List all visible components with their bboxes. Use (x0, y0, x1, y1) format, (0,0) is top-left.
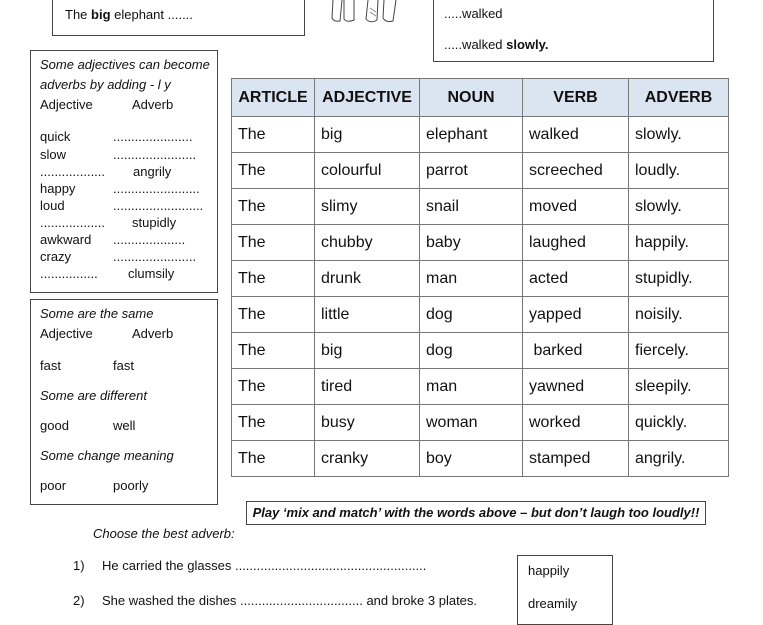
mix-and-match-note: Play ‘mix and match’ with the words above – but don’t laugh too loudly!! (246, 501, 706, 525)
table-row (232, 333, 729, 369)
cell-adverb: angrily. (629, 441, 729, 477)
word-bank-item: happily (528, 563, 570, 578)
cell-adjective: tired (315, 369, 420, 405)
exercise-item-text: She washed the dishes .................................. and broke 3 plates. (102, 593, 478, 608)
table-row (232, 441, 729, 477)
same-adverb: fast (113, 358, 134, 373)
word-bank-box (517, 555, 613, 625)
cell-article: The (232, 333, 315, 369)
word-bank-item: dreamily (528, 596, 578, 611)
cell-adjective: little (315, 297, 420, 333)
exercise-item-text: He carried the glasses ..................................................... (102, 558, 427, 573)
cell-noun: parrot (420, 153, 523, 189)
same-heading: Some are the same (40, 306, 154, 321)
change-adjective: poor (40, 478, 67, 493)
table-row (232, 189, 729, 225)
cell-adverb: quickly. (629, 405, 729, 441)
irregular-col-adverb: Adverb (132, 326, 174, 341)
cell-noun: woman (420, 405, 523, 441)
cell-noun: snail (420, 189, 523, 225)
ly-adjective: loud (40, 198, 65, 213)
progression-line-2 (444, 37, 549, 52)
cell-adjective: cranky (315, 441, 420, 477)
change-heading: Some change meaning (40, 448, 174, 463)
cell-adverb: slowly. (629, 117, 729, 153)
table-row (232, 225, 729, 261)
ly-col-adverb: Adverb (132, 97, 174, 112)
ly-adverb: clumsily (128, 266, 175, 281)
cell-adverb: slowly. (629, 189, 729, 225)
example-suffix: elephant ....... (110, 7, 193, 22)
cell-adverb: loudly. (629, 153, 729, 189)
cell-adjective: drunk (315, 261, 420, 297)
ly-adjective: .................. (40, 164, 106, 179)
ly-col-adjective: Adjective (40, 97, 93, 112)
header-adverb: ADVERB (629, 79, 729, 117)
different-adjective: good (40, 418, 69, 433)
cell-verb: laughed (523, 225, 629, 261)
ly-adjective: happy (40, 181, 76, 196)
cell-article: The (232, 117, 315, 153)
ly-adjective: slow (40, 147, 67, 162)
header-verb: VERB (523, 79, 629, 117)
cell-article: The (232, 261, 315, 297)
cell-verb: moved (523, 189, 629, 225)
header-adjective: ADJECTIVE (315, 79, 420, 117)
cell-noun: boy (420, 441, 523, 477)
cell-verb: walked (523, 117, 629, 153)
ly-adverb: ...................... (113, 129, 193, 144)
same-adjective: fast (40, 358, 61, 373)
cell-adjective: chubby (315, 225, 420, 261)
ly-intro-line-1: Some adjectives can become (40, 57, 210, 72)
cell-article: The (232, 441, 315, 477)
cell-noun: dog (420, 297, 523, 333)
cell-adjective: colourful (315, 153, 420, 189)
cell-noun: baby (420, 225, 523, 261)
cell-noun: dog (420, 333, 523, 369)
different-heading: Some are different (40, 388, 147, 403)
ly-adjective: crazy (40, 249, 72, 264)
irregular-col-adjective: Adjective (40, 326, 93, 341)
cell-adjective: busy (315, 405, 420, 441)
cell-adverb: stupidly. (629, 261, 729, 297)
example-sentence-box (52, 0, 305, 36)
header-article: ARTICLE (232, 79, 315, 117)
example-prefix: The (65, 7, 92, 22)
cell-article: The (232, 405, 315, 441)
table-header-row (232, 79, 729, 117)
change-adverb: poorly (113, 478, 149, 493)
cell-article: The (232, 189, 315, 225)
table-row (232, 297, 729, 333)
cell-verb: screeched (523, 153, 629, 189)
ly-adjective: .................. (40, 215, 106, 230)
exercise-item-number: 2) (73, 593, 85, 608)
example-progression-box (433, 0, 714, 62)
cell-article: The (232, 225, 315, 261)
cell-adverb: sleepily. (629, 369, 729, 405)
table-row (232, 261, 729, 297)
progression-line-1: .....walked (444, 6, 503, 21)
cell-noun: man (420, 261, 523, 297)
cell-adverb: noisily. (629, 297, 729, 333)
table-row (232, 117, 729, 153)
ly-adjective: awkward (40, 232, 92, 247)
cell-article: The (232, 153, 315, 189)
table-row (232, 405, 729, 441)
table-row (232, 153, 729, 189)
header-noun: NOUN (420, 79, 523, 117)
progression-line-2-adverb: slowly. (506, 37, 549, 52)
cell-verb: yawned (523, 369, 629, 405)
exercise-item-number: 1) (73, 558, 85, 573)
example-adjective: big (91, 7, 111, 22)
cell-verb: barked (523, 333, 629, 369)
irregular-adverbs-box (30, 299, 218, 505)
example-sentence (65, 7, 193, 22)
ly-intro-line-2: adverbs by adding - l y (40, 77, 171, 92)
cell-adjective: big (315, 117, 420, 153)
ly-adverb: ........................ (113, 181, 200, 196)
cell-verb: acted (523, 261, 629, 297)
word-table (231, 78, 729, 477)
ly-adverb: ....................... (113, 249, 197, 264)
cell-adverb: fiercely. (629, 333, 729, 369)
progression-line-2-prefix: .....walked (444, 37, 507, 52)
cell-adjective: big (315, 333, 420, 369)
elephant-illustration-icon (330, 0, 420, 24)
ly-adverb: ......................... (113, 198, 204, 213)
ly-adverb: stupidly (132, 215, 177, 230)
table-row (232, 369, 729, 405)
cell-verb: worked (523, 405, 629, 441)
ly-rule-box (30, 50, 218, 293)
cell-noun: elephant (420, 117, 523, 153)
cell-adverb: happily. (629, 225, 729, 261)
cell-verb: stamped (523, 441, 629, 477)
different-adverb: well (113, 418, 136, 433)
exercise-title: Choose the best adverb: (93, 526, 235, 541)
cell-verb: yapped (523, 297, 629, 333)
cell-noun: man (420, 369, 523, 405)
ly-adjective: ................ (40, 266, 98, 281)
cell-article: The (232, 297, 315, 333)
ly-adverb: ....................... (113, 147, 197, 162)
ly-adverb: angrily (133, 164, 172, 179)
ly-adverb: .................... (113, 232, 186, 247)
ly-adjective: quick (40, 129, 71, 144)
cell-article: The (232, 369, 315, 405)
cell-adjective: slimy (315, 189, 420, 225)
